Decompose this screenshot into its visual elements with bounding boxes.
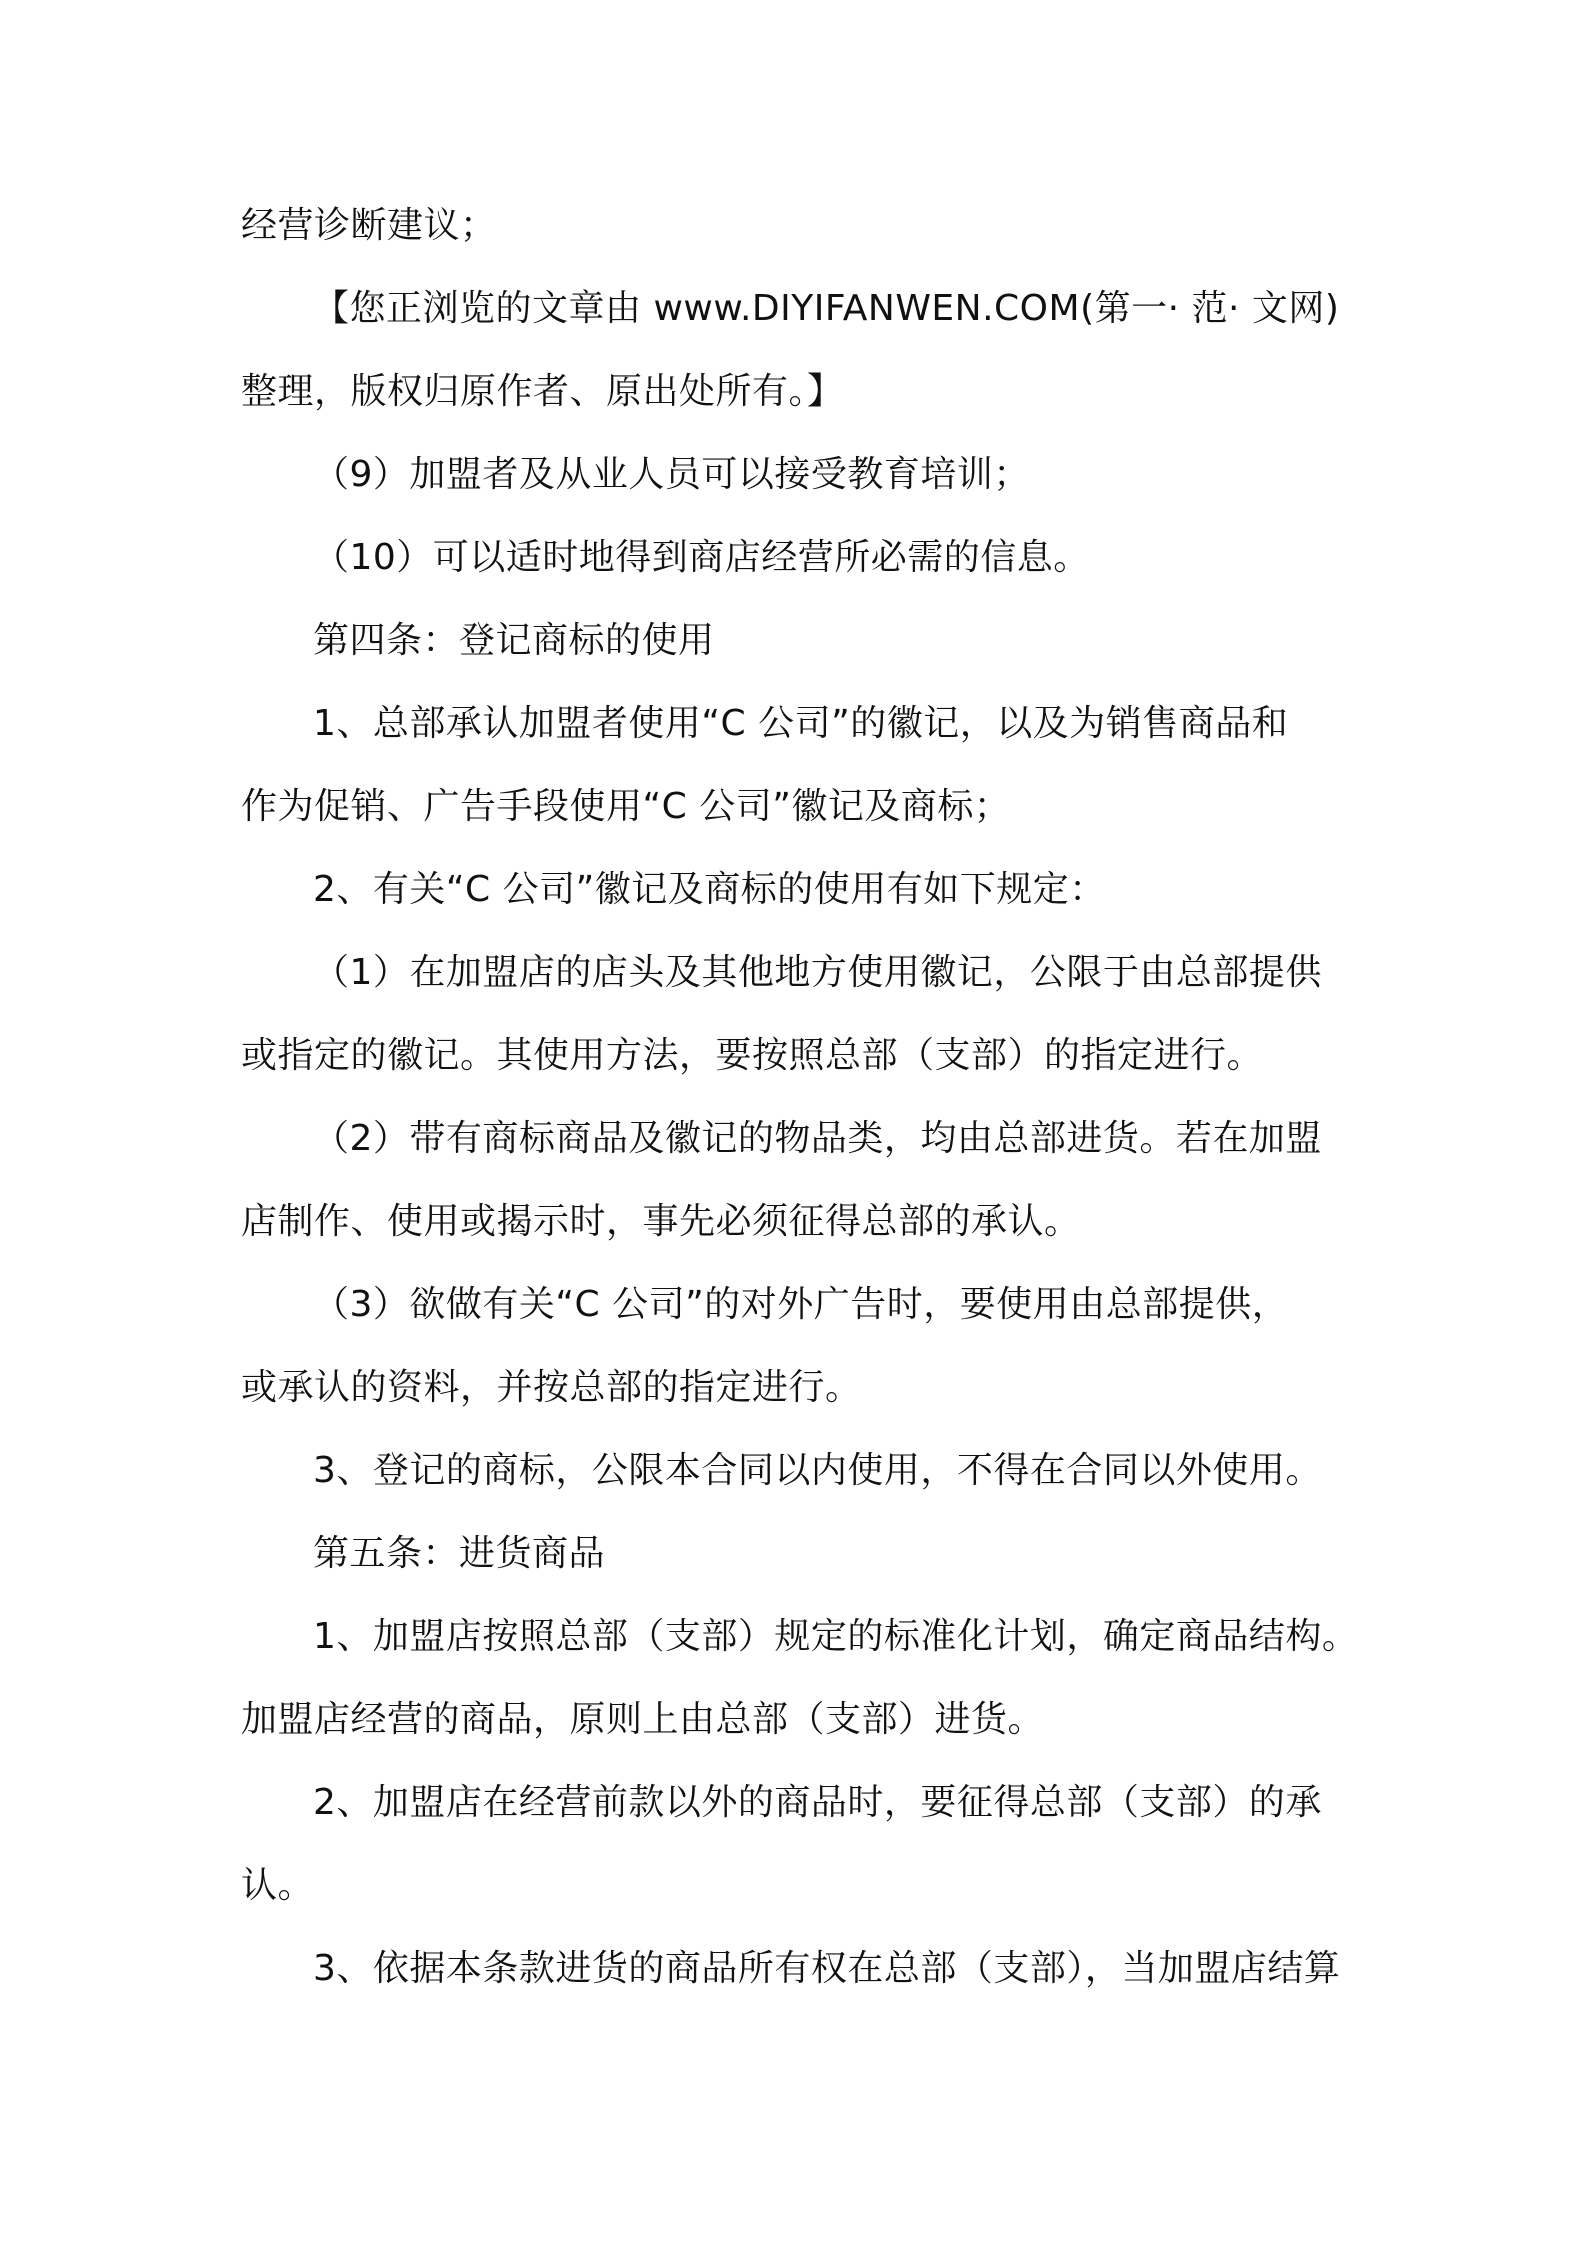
text-line: 认。 <box>241 1865 315 1906</box>
text-line: 2、有关“C 公司”徽记及商标的使用有如下规定： <box>313 869 1106 910</box>
section-heading: 第四条：登记商标的使用 <box>313 620 715 661</box>
text-line: 3、登记的商标，公限本合同以内使用，不得在合同以外使用。 <box>313 1450 1322 1491</box>
text-line: （2）带有商标商品及徽记的物品类，均由总部进货。若在加盟 <box>313 1118 1322 1159</box>
section-heading: 第五条：进货商品 <box>313 1533 606 1574</box>
text-line: 1、总部承认加盟者使用“C 公司”的徽记，以及为销售商品和 <box>313 703 1289 744</box>
text-line: 或承认的资料，并按总部的指定进行。 <box>241 1367 862 1408</box>
text-line: 加盟店经营的商品，原则上由总部（支部）进货。 <box>241 1699 1045 1740</box>
text-line: 3、依据本条款进货的商品所有权在总部（支部），当加盟店结算 <box>313 1948 1341 1989</box>
text-line: （10）可以适时地得到商店经营所必需的信息。 <box>313 537 1090 578</box>
text-line: 店制作、使用或揭示时，事先必须征得总部的承认。 <box>241 1201 1081 1242</box>
text-line: 作为促销、广告手段使用“C 公司”徽记及商标； <box>241 786 1011 827</box>
text-line: 整理，版权归原作者、原出处所有。】 <box>241 371 844 412</box>
text-line: 【您正浏览的文章由 www.DIYIFANWEN.COM(第一· 范· 文网) <box>313 288 1340 329</box>
text-line: （3）欲做有关“C 公司”的对外广告时，要使用由总部提供， <box>313 1284 1289 1325</box>
text-line: 经营诊断建议； <box>241 205 497 246</box>
text-line: 1、加盟店按照总部（支部）规定的标准化计划，确定商品结构。 <box>313 1616 1359 1657</box>
text-line: 2、加盟店在经营前款以外的商品时，要征得总部（支部）的承 <box>313 1782 1322 1823</box>
text-line: （9）加盟者及从业人员可以接受教育培训； <box>313 454 1030 495</box>
text-line: 或指定的徽记。其使用方法，要按照总部（支部）的指定进行。 <box>241 1035 1264 1076</box>
text-line: （1）在加盟店的店头及其他地方使用徽记，公限于由总部提供 <box>313 952 1322 993</box>
